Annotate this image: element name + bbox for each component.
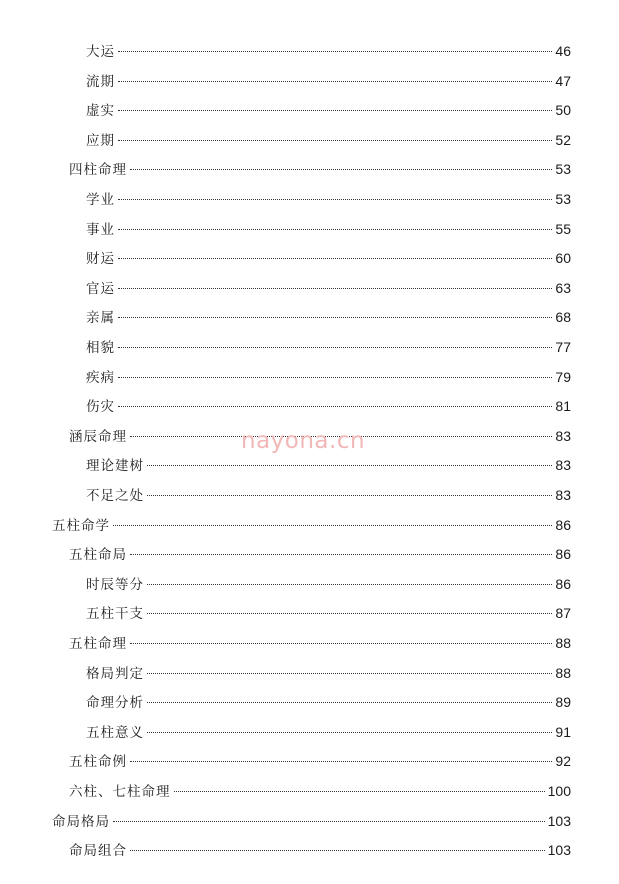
toc-entry-page-number: 103 bbox=[547, 842, 571, 859]
toc-entry[interactable] bbox=[69, 632, 571, 654]
toc-entry-title: 五柱命学 bbox=[52, 517, 110, 534]
toc-entry[interactable] bbox=[69, 158, 571, 180]
toc-entry-title: 四柱命理 bbox=[69, 162, 127, 179]
toc-entry-title: 学业 bbox=[86, 192, 115, 208]
toc-entry[interactable] bbox=[86, 484, 571, 506]
toc-entry-title: 相貌 bbox=[86, 340, 115, 356]
toc-entry[interactable] bbox=[86, 573, 571, 595]
toc-entry[interactable] bbox=[86, 691, 571, 713]
toc-dot-leader bbox=[113, 525, 552, 526]
toc-entry[interactable] bbox=[86, 188, 571, 210]
toc-entry-title: 虚实 bbox=[86, 103, 115, 120]
toc-entry[interactable] bbox=[86, 129, 571, 151]
toc-entry[interactable] bbox=[69, 750, 571, 772]
toc-dot-leader bbox=[118, 377, 552, 378]
toc-entry[interactable] bbox=[86, 454, 571, 476]
toc-entry-title: 六柱、七柱命理 bbox=[69, 784, 171, 800]
toc-entry-page-number: 55 bbox=[555, 220, 571, 237]
watermark-text: nayona.cn bbox=[241, 428, 366, 454]
toc-entry-title: 五柱命例 bbox=[69, 754, 127, 771]
toc-entry-page-number: 88 bbox=[555, 635, 571, 651]
toc-entry-title: 五柱命理 bbox=[69, 636, 127, 652]
toc-dot-leader bbox=[147, 465, 552, 466]
toc-entry-title: 命理分析 bbox=[86, 695, 144, 712]
toc-entry-title: 应期 bbox=[86, 132, 115, 149]
toc-entry-title: 官运 bbox=[86, 280, 115, 297]
toc-dot-leader bbox=[113, 821, 545, 822]
toc-dot-leader bbox=[130, 169, 552, 170]
toc-entry-page-number: 53 bbox=[555, 161, 571, 178]
toc-entry-page-number: 86 bbox=[555, 516, 571, 533]
toc-entry-page-number: 47 bbox=[555, 72, 571, 89]
toc-entry-page-number: 86 bbox=[555, 575, 571, 592]
toc-dot-leader bbox=[118, 110, 552, 111]
toc-dot-leader bbox=[147, 613, 552, 614]
toc-dot-leader bbox=[118, 81, 552, 82]
toc-dot-leader bbox=[130, 554, 552, 555]
toc-entry-page-number: 91 bbox=[555, 723, 571, 740]
toc-entry-title: 疾病 bbox=[86, 369, 115, 386]
toc-entry-title: 五柱干支 bbox=[86, 606, 144, 623]
toc-entry-page-number: 89 bbox=[555, 694, 571, 711]
toc-entry-title: 不足之处 bbox=[86, 488, 144, 504]
toc-entry-title: 五柱命局 bbox=[69, 547, 127, 564]
toc-entry-title: 时辰等分 bbox=[86, 576, 144, 593]
toc-dot-leader bbox=[147, 673, 552, 674]
toc-dot-leader bbox=[130, 761, 552, 762]
toc-entry[interactable] bbox=[86, 336, 571, 358]
toc-entry[interactable] bbox=[86, 395, 571, 417]
toc-entry-title: 亲属 bbox=[86, 310, 115, 327]
toc-dot-leader bbox=[118, 229, 552, 230]
toc-entry-title: 伤灾 bbox=[86, 399, 115, 416]
toc-dot-leader bbox=[118, 140, 552, 141]
toc-entry[interactable] bbox=[86, 662, 571, 684]
toc-dot-leader bbox=[118, 406, 552, 407]
toc-entry-title: 五柱意义 bbox=[86, 724, 144, 741]
toc-dot-leader bbox=[118, 51, 552, 52]
toc-entry-page-number: 53 bbox=[555, 191, 571, 207]
toc-entry[interactable] bbox=[86, 366, 571, 388]
toc-entry-title: 大运 bbox=[86, 44, 115, 60]
toc-entry-page-number: 88 bbox=[555, 664, 571, 681]
toc-entry-page-number: 100 bbox=[547, 783, 571, 799]
toc-dot-leader bbox=[147, 584, 552, 585]
toc-entry[interactable] bbox=[86, 99, 571, 121]
toc-entry-page-number: 83 bbox=[555, 457, 571, 474]
toc-entry[interactable] bbox=[86, 40, 571, 62]
toc-entry[interactable] bbox=[52, 514, 571, 536]
toc-entry-page-number: 83 bbox=[555, 487, 571, 503]
toc-entry[interactable] bbox=[86, 277, 571, 299]
toc-entry-page-number: 63 bbox=[555, 279, 571, 296]
toc-entry-page-number: 50 bbox=[555, 102, 571, 119]
toc-entry-page-number: 103 bbox=[547, 812, 571, 829]
toc-dot-leader bbox=[118, 317, 552, 318]
toc-entry-title: 理论建树 bbox=[86, 458, 144, 475]
toc-entry[interactable] bbox=[69, 543, 571, 565]
toc-dot-leader bbox=[118, 347, 552, 348]
toc-entry-page-number: 87 bbox=[555, 605, 571, 622]
toc-entry-page-number: 77 bbox=[555, 339, 571, 355]
toc-entry[interactable] bbox=[86, 70, 571, 92]
toc-entry-title: 涵辰命理 bbox=[69, 428, 127, 445]
toc-entry-page-number: 81 bbox=[555, 398, 571, 415]
toc-entry-title: 事业 bbox=[86, 221, 115, 238]
toc-entry-page-number: 68 bbox=[555, 309, 571, 326]
toc-entry-title: 命局格局 bbox=[52, 813, 110, 830]
toc-entry[interactable] bbox=[69, 780, 571, 802]
toc-dot-leader bbox=[147, 495, 552, 496]
toc-entry[interactable] bbox=[52, 810, 571, 832]
toc-entry-page-number: 60 bbox=[555, 250, 571, 267]
toc-entry-title: 财运 bbox=[86, 251, 115, 268]
toc-dot-leader bbox=[118, 288, 552, 289]
toc-dot-leader bbox=[174, 791, 545, 792]
toc-entry[interactable] bbox=[86, 306, 571, 328]
toc-entry[interactable] bbox=[86, 218, 571, 240]
toc-entry-page-number: 83 bbox=[555, 427, 571, 444]
toc-entry-page-number: 79 bbox=[555, 368, 571, 385]
toc-entry[interactable] bbox=[86, 247, 571, 269]
toc-dot-leader bbox=[118, 199, 552, 200]
toc-dot-leader bbox=[130, 850, 545, 851]
toc-entry[interactable] bbox=[86, 721, 571, 743]
toc-entry-page-number: 92 bbox=[555, 753, 571, 770]
toc-entry-page-number: 52 bbox=[555, 131, 571, 148]
toc-entry-page-number: 86 bbox=[555, 546, 571, 563]
toc-entry[interactable] bbox=[69, 839, 571, 861]
toc-dot-leader bbox=[147, 732, 552, 733]
toc-entry-title: 命局组合 bbox=[69, 843, 127, 860]
toc-entry-title: 格局判定 bbox=[86, 665, 144, 682]
toc-dot-leader bbox=[147, 702, 552, 703]
toc-entry-page-number: 46 bbox=[555, 43, 571, 59]
toc-dot-leader bbox=[118, 258, 552, 259]
toc-dot-leader bbox=[130, 643, 552, 644]
toc-entry-title: 流期 bbox=[86, 73, 115, 90]
toc-entry[interactable] bbox=[86, 602, 571, 624]
